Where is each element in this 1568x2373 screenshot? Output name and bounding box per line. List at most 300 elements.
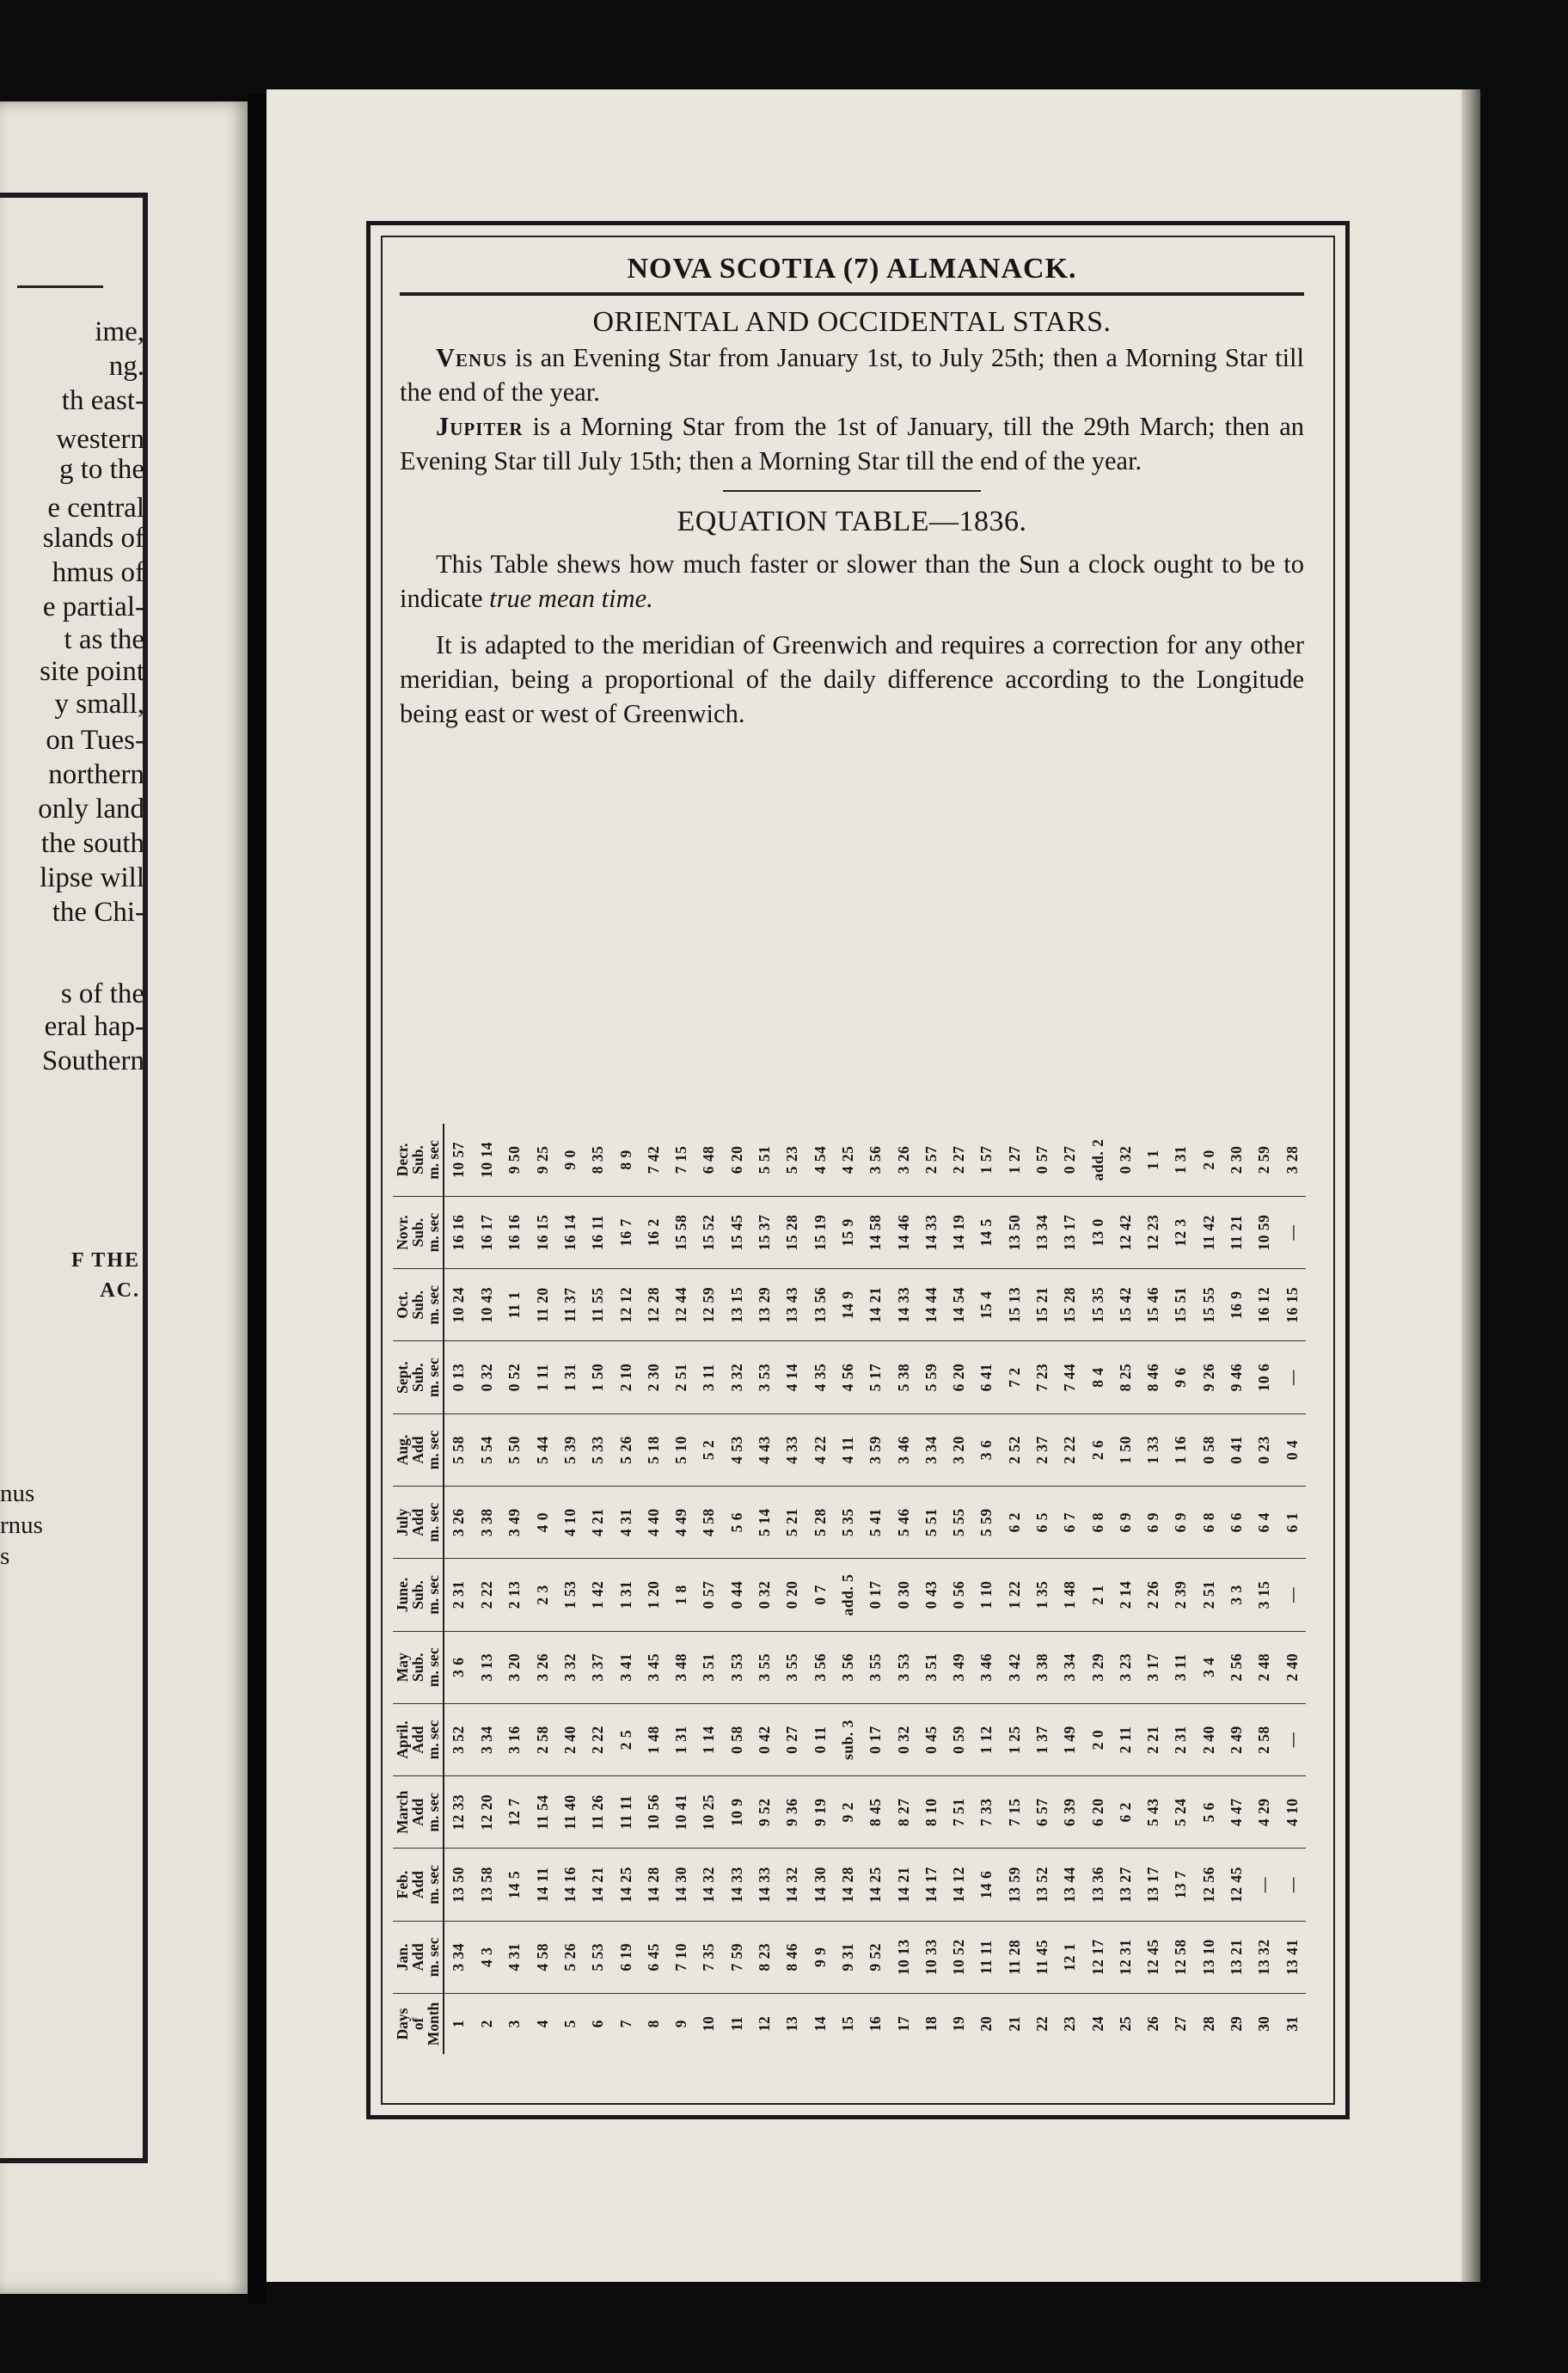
table-day-cell: 7: [611, 1994, 639, 2055]
table-value-cell: 13 56: [805, 1269, 833, 1341]
table-value-cell: 3 55: [861, 1631, 889, 1703]
table-value-cell: 3 23: [1112, 1631, 1139, 1703]
table-value-cell: 0 17: [861, 1703, 889, 1775]
table-value-cell: sub. 3: [834, 1703, 861, 1775]
table-value-cell: 6 20: [1083, 1776, 1111, 1849]
table-value-cell: 16 7: [611, 1196, 639, 1268]
table-value-cell: 3 26: [529, 1631, 556, 1703]
table-value-cell: 13 10: [1195, 1921, 1222, 1993]
table-value-cell: 4 11: [834, 1413, 861, 1486]
page-content: [400, 248, 1304, 731]
table-value-cell: 6 41: [972, 1341, 1000, 1413]
table-value-cell: 9 9: [805, 1921, 833, 1993]
table-value-cell: 1 20: [640, 1559, 667, 1631]
header-unit: m. sec: [425, 1358, 442, 1397]
table-day-cell: 16: [861, 1994, 889, 2055]
header-month-name: Jan.: [394, 1943, 411, 1971]
table-value-cell: 13 43: [778, 1269, 805, 1341]
header-month-op: Add: [409, 1436, 426, 1464]
header-month: [393, 1559, 444, 1631]
table-value-cell: 6 48: [700, 1145, 718, 1174]
header-month: [393, 1124, 444, 1196]
table-value-cell: 4 31: [611, 1487, 639, 1559]
table-value-cell: 1 50: [584, 1341, 611, 1413]
stars-title: ORIENTAL AND OCCIDENTAL STARS.: [592, 306, 1112, 338]
table-value-cell: 5 18: [640, 1413, 667, 1486]
table-value-cell: 9 25: [533, 1145, 551, 1174]
table-value-cell: 13 17: [1139, 1849, 1167, 1921]
table-value-cell: 3 29: [1083, 1631, 1111, 1703]
table-value-cell: 11 45: [1028, 1921, 1056, 1993]
header-month-name: Oct.: [394, 1291, 411, 1319]
table-value-cell: 3 53: [750, 1341, 778, 1413]
header-month-op: Sub.: [409, 1653, 426, 1683]
left-page-frame: [0, 193, 148, 2163]
left-page-fragment: western: [56, 424, 144, 455]
table-value-cell: 0 42: [750, 1703, 778, 1775]
table-value-cell: 6 1: [1278, 1487, 1306, 1559]
table-value-cell: 0 27: [1061, 1145, 1079, 1174]
table-value-cell: 2 22: [1056, 1413, 1083, 1486]
equation-table-header: [393, 1124, 444, 2054]
equation-intro-1-text: This Table shews how much faster or slower than the Sun a clock ought to be to indicate: [400, 549, 1304, 613]
table-value-cell: 3 46: [972, 1631, 1000, 1703]
table-day-cell: 12: [750, 1994, 778, 2055]
left-page-fragment: ng.: [108, 351, 144, 382]
table-value-cell: 1 31: [556, 1341, 584, 1413]
table-value-cell: 5 59: [917, 1341, 945, 1413]
table-value-cell: 5 10: [667, 1413, 695, 1486]
table-value-cell: 2 6: [1083, 1413, 1111, 1486]
header-month-op: Add: [409, 1508, 426, 1536]
equation-intro-1: [400, 547, 1304, 616]
table-value-cell: 6 20: [945, 1341, 972, 1413]
left-page-fragment: northern: [48, 759, 144, 790]
table-value-cell: 14 25: [611, 1849, 639, 1921]
table-value-cell: 3 34: [917, 1413, 945, 1486]
table-value-cell: 3 59: [861, 1413, 889, 1486]
table-value-cell: 13 50: [1001, 1196, 1028, 1268]
left-page-fragment: g to the: [59, 454, 144, 485]
table-day-cell: 29: [1222, 1994, 1250, 2055]
table-value-cell: 5 59: [972, 1487, 1000, 1559]
table-value-cell: 4 43: [750, 1413, 778, 1486]
table-value-cell: 9 36: [778, 1776, 805, 1849]
table-row: [1083, 1124, 1111, 2054]
table-value-cell: 9 46: [1222, 1341, 1250, 1413]
header-month-op: Add: [409, 1798, 426, 1826]
table-value-cell: 3 13: [473, 1631, 500, 1703]
table-value-cell: 14 17: [917, 1849, 945, 1921]
left-page-lower-fragment: nus: [0, 1480, 35, 1507]
table-value-cell: 6 6: [1222, 1487, 1250, 1559]
table-value-cell: 15 58: [667, 1196, 695, 1268]
table-value-cell: 3 26: [894, 1145, 912, 1174]
table-value-cell: 5 17: [861, 1341, 889, 1413]
table-value-cell: 3 6: [444, 1631, 473, 1703]
running-head: NOVA SCOTIA (7) ALMANACK.: [627, 253, 1077, 285]
table-value-cell: 3 17: [1139, 1631, 1167, 1703]
left-page-fragment: th east-: [61, 385, 144, 416]
table-value-cell: 14 33: [723, 1849, 750, 1921]
table-value-cell: 13 27: [1112, 1849, 1139, 1921]
header-month-name: Novr.: [394, 1215, 411, 1250]
table-value-cell: 9 52: [750, 1776, 778, 1849]
table-value-cell: 1 37: [1028, 1703, 1056, 1775]
header-month: [393, 1341, 444, 1413]
table-value-cell: 14 12: [945, 1849, 972, 1921]
table-value-cell: 13 29: [750, 1269, 778, 1341]
table-day-cell: 14: [805, 1994, 833, 2055]
table-value-cell: 8 45: [861, 1776, 889, 1849]
table-value-cell: 3 34: [473, 1703, 500, 1775]
table-value-cell: 11 26: [584, 1776, 611, 1849]
table-value-cell: 2 39: [1167, 1559, 1194, 1631]
table-value-cell: 8 9: [616, 1150, 634, 1170]
table-day-cell: 17: [889, 1994, 916, 2055]
table-value-cell: 16 12: [1250, 1269, 1277, 1341]
equation-table-body: [444, 1124, 1306, 2054]
table-value-cell: 10 6: [1250, 1341, 1277, 1413]
table-value-cell: 3 42: [1001, 1631, 1028, 1703]
table-day-cell: 26: [1139, 1994, 1167, 2055]
table-value-cell: 5 41: [861, 1487, 889, 1559]
table-value-cell: 2 40: [1195, 1703, 1222, 1775]
table-value-cell: 12 17: [1083, 1921, 1111, 1993]
table-value-cell: 4 29: [1250, 1776, 1277, 1849]
equation-intro-2: It is adapted to the meridian of Greenwich and requires a correction for any other meridian, being a proportional of the daily difference according to the Longitude being east or west of Greenwich.: [400, 630, 1304, 728]
table-value-cell: 2 31: [444, 1559, 473, 1631]
table-value-cell: 12 12: [611, 1269, 639, 1341]
table-row: [1112, 1124, 1139, 2054]
table-value-cell: 4 0: [529, 1487, 556, 1559]
table-value-cell: 2 3: [529, 1559, 556, 1631]
table-value-cell: 14 11: [529, 1849, 556, 1921]
table-value-cell: 5 2: [695, 1413, 722, 1486]
table-value-cell: 2 51: [1195, 1559, 1222, 1631]
table-value-cell: 15 4: [972, 1269, 1000, 1341]
table-value-cell: 1 35: [1028, 1559, 1056, 1631]
header-month-op: Sub.: [409, 1217, 426, 1248]
table-value-cell: 12 44: [667, 1269, 695, 1341]
table-value-cell: 2 48: [1250, 1631, 1277, 1703]
table-value-cell: 3 34: [1056, 1631, 1083, 1703]
table-value-cell: 15 55: [1195, 1269, 1222, 1341]
header-month-name: Sept.: [394, 1361, 411, 1394]
table-value-cell: 13 41: [1278, 1921, 1306, 1993]
table-value-cell: 14 46: [889, 1196, 916, 1268]
table-value-cell: 9 52: [861, 1921, 889, 1993]
table-value-cell: 1 53: [556, 1559, 584, 1631]
table-day-cell: 25: [1112, 1994, 1139, 2055]
table-value-cell: 16 9: [1222, 1269, 1250, 1341]
table-value-cell: 6 8: [1083, 1487, 1111, 1559]
table-value-cell: 7 33: [972, 1776, 1000, 1849]
table-value-cell: 16 17: [473, 1196, 500, 1268]
table-day-cell: 27: [1167, 1994, 1194, 2055]
header-unit: m. sec: [425, 1792, 442, 1832]
table-day-cell: 15: [834, 1994, 861, 2055]
table-row: [444, 1124, 473, 2054]
table-value-cell: 3 37: [584, 1631, 611, 1703]
table-value-cell: 6 45: [640, 1921, 667, 1993]
table-value-cell: —: [1278, 1196, 1306, 1268]
table-value-cell: 7 44: [1056, 1341, 1083, 1413]
table-value-cell: 3 56: [867, 1145, 885, 1174]
table-value-cell: 6 2: [1112, 1776, 1139, 1849]
page-frame: [366, 221, 1350, 2119]
table-value-cell: —: [1278, 1559, 1306, 1631]
table-row: [1195, 1124, 1222, 2054]
table-value-cell: 14 58: [861, 1196, 889, 1268]
table-value-cell: 14 32: [778, 1849, 805, 1921]
table-day-cell: 8: [640, 1994, 667, 2055]
jupiter-text: is a Morning Star from the 1st of January, till the 29th March; then an Evening Star till July 15th; then a Morning Star till the end of the year.: [400, 412, 1304, 475]
header-unit: m. sec: [425, 1865, 442, 1904]
table-row: [1001, 1124, 1028, 2054]
table-value-cell: 9 0: [560, 1150, 579, 1170]
table-value-cell: 4 58: [695, 1487, 722, 1559]
header-month-op: Sub.: [409, 1291, 426, 1320]
header-unit: m. sec: [425, 1575, 442, 1615]
header-month-name: Feb.: [394, 1870, 411, 1899]
left-page-fragment: t as the: [64, 624, 144, 655]
table-value-cell: 14 28: [640, 1849, 667, 1921]
table-value-cell: 1 12: [972, 1703, 1000, 1775]
table-value-cell: 4 21: [584, 1487, 611, 1559]
header-month: [393, 1849, 444, 1921]
table-value-cell: 1 48: [640, 1703, 667, 1775]
table-value-cell: 1 11: [529, 1341, 556, 1413]
table-value-cell: 4 31: [500, 1921, 528, 1993]
table-value-cell: 3 15: [1250, 1559, 1277, 1631]
table-value-cell: 4 54: [811, 1145, 829, 1174]
table-value-cell: 3 55: [750, 1631, 778, 1703]
header-unit: m. sec: [425, 1430, 442, 1470]
table-value-cell: 2 0: [1083, 1703, 1111, 1775]
table-value-cell: 15 51: [1167, 1269, 1194, 1341]
table-value-cell: 2 10: [611, 1341, 639, 1413]
table-value-cell: 3 38: [473, 1487, 500, 1559]
table-value-cell: 14 33: [750, 1849, 778, 1921]
table-row: [584, 1124, 611, 2054]
left-page-fragment: ime,: [95, 316, 144, 347]
table-value-cell: 3 56: [834, 1631, 861, 1703]
header-rule: [400, 292, 1304, 296]
table-value-cell: 6 8: [1195, 1487, 1222, 1559]
table-value-cell: 3 38: [1028, 1631, 1056, 1703]
table-value-cell: 7 42: [644, 1145, 662, 1174]
table-value-cell: 3 34: [444, 1921, 473, 1993]
table-row: [972, 1124, 1000, 2054]
table-value-cell: 13 52: [1028, 1849, 1056, 1921]
table-row: [805, 1124, 833, 2054]
table-value-cell: 4 56: [834, 1341, 861, 1413]
table-value-cell: 2 0: [1199, 1150, 1217, 1170]
table-value-cell: 3 49: [945, 1631, 972, 1703]
table-value-cell: 11 40: [556, 1776, 584, 1849]
table-value-cell: 3 53: [723, 1631, 750, 1703]
table-value-cell: 12 58: [1167, 1921, 1194, 1993]
table-value-cell: 0 45: [917, 1703, 945, 1775]
table-value-cell: 15 28: [778, 1196, 805, 1268]
table-value-cell: 14 54: [945, 1269, 972, 1341]
table-value-cell: 3 6: [972, 1413, 1000, 1486]
header-month-op: Sub.: [409, 1363, 426, 1392]
table-value-cell: 5 39: [556, 1413, 584, 1486]
table-value-cell: 12 1: [1056, 1921, 1083, 1993]
table-value-cell: 3 51: [695, 1631, 722, 1703]
table-value-cell: 16 14: [556, 1196, 584, 1268]
left-page-fragment: lipse will: [40, 862, 144, 893]
table-value-cell: 0 59: [945, 1703, 972, 1775]
left-page-fragment: the Chi-: [52, 897, 144, 928]
table-value-cell: 15 9: [834, 1196, 861, 1268]
table-value-cell: 14 5: [500, 1849, 528, 1921]
table-value-cell: 2 14: [1112, 1559, 1139, 1631]
left-page-fragment: hmus of: [52, 557, 144, 588]
table-value-cell: 16 11: [584, 1196, 611, 1268]
header-month: [393, 1921, 444, 1993]
left-page-fragment: y small,: [54, 689, 144, 720]
table-row: [473, 1124, 500, 2054]
table-value-cell: 13 59: [1001, 1849, 1028, 1921]
table-value-cell: 2 1: [1083, 1559, 1111, 1631]
table-value-cell: 13 21: [1222, 1921, 1250, 1993]
table-value-cell: 13 32: [1250, 1921, 1277, 1993]
table-value-cell: 14 32: [695, 1849, 722, 1921]
left-page-fragment: Southern: [41, 1045, 144, 1076]
table-value-cell: 11 21: [1222, 1196, 1250, 1268]
table-row: [1167, 1124, 1194, 2054]
header-days-line: Days: [394, 2008, 411, 2040]
table-value-cell: 14 44: [917, 1269, 945, 1341]
table-value-cell: 1 48: [1056, 1559, 1083, 1631]
table-value-cell: 15 45: [723, 1196, 750, 1268]
table-value-cell: 3 41: [611, 1631, 639, 1703]
table-value-cell: 5 23: [783, 1145, 801, 1174]
table-value-cell: 5 26: [556, 1921, 584, 1993]
table-value-cell: 11 1: [500, 1269, 528, 1341]
table-value-cell: 2 49: [1222, 1703, 1250, 1775]
table-value-cell: 3 4: [1195, 1631, 1222, 1703]
table-value-cell: 5 55: [945, 1487, 972, 1559]
table-value-cell: 0 58: [723, 1703, 750, 1775]
table-value-cell: 2 22: [473, 1559, 500, 1631]
left-page-fragment: on Tues-: [46, 725, 144, 756]
table-value-cell: 4 3: [473, 1921, 500, 1993]
table-value-cell: 6 9: [1112, 1487, 1139, 1559]
table-value-cell: 15 35: [1083, 1269, 1111, 1341]
table-value-cell: 5 46: [889, 1487, 916, 1559]
table-value-cell: 1 22: [1001, 1559, 1028, 1631]
table-value-cell: 0 23: [1250, 1413, 1277, 1486]
table-value-cell: 1 50: [1112, 1413, 1139, 1486]
table-value-cell: 9 50: [505, 1145, 524, 1174]
table-value-cell: 3 32: [556, 1631, 584, 1703]
table-row: [750, 1124, 778, 2054]
table-value-cell: 14 19: [945, 1196, 972, 1268]
venus-name: Venus: [436, 343, 508, 372]
table-value-cell: 4 35: [805, 1341, 833, 1413]
table-value-cell: 9 19: [805, 1776, 833, 1849]
left-page-rule: [17, 285, 103, 288]
table-value-cell: 2 59: [1255, 1145, 1273, 1174]
equation-table: [393, 1124, 1306, 2054]
table-value-cell: 10 56: [640, 1776, 667, 1849]
table-value-cell: 14 21: [889, 1849, 916, 1921]
table-value-cell: 11 42: [1195, 1196, 1222, 1268]
header-days-of-month: [393, 1994, 444, 2055]
table-value-cell: 1 31: [611, 1559, 639, 1631]
table-value-cell: 14 33: [889, 1269, 916, 1341]
table-value-cell: 6 57: [1028, 1776, 1056, 1849]
table-value-cell: 3 48: [667, 1631, 695, 1703]
table-day-cell: 21: [1001, 1994, 1028, 2055]
table-value-cell: 3 20: [500, 1631, 528, 1703]
table-row: [529, 1124, 556, 2054]
table-value-cell: 0 44: [723, 1559, 750, 1631]
table-row: [861, 1124, 889, 2054]
table-value-cell: 3 26: [444, 1487, 473, 1559]
table-value-cell: 13 17: [1056, 1196, 1083, 1268]
table-value-cell: 13 0: [1083, 1196, 1111, 1268]
table-value-cell: 4 10: [556, 1487, 584, 1559]
table-value-cell: 3 11: [1167, 1631, 1194, 1703]
left-page-fragment: slands of: [42, 523, 144, 554]
table-value-cell: 1 1: [1144, 1150, 1162, 1170]
header-unit: m. sec: [425, 1140, 442, 1180]
header-month: [393, 1269, 444, 1341]
table-value-cell: 5 6: [723, 1487, 750, 1559]
table-value-cell: 2 57: [922, 1145, 940, 1174]
table-day-cell: 11: [723, 1994, 750, 2055]
table-value-cell: 14 21: [584, 1849, 611, 1921]
table-value-cell: 7 15: [672, 1145, 690, 1174]
table-value-cell: 4 14: [778, 1341, 805, 1413]
table-value-cell: 11 37: [556, 1269, 584, 1341]
header-unit: m. sec: [425, 1937, 442, 1978]
table-value-cell: 5 14: [750, 1487, 778, 1559]
table-value-cell: 5 51: [917, 1487, 945, 1559]
table-value-cell: 3 45: [640, 1631, 667, 1703]
table-value-cell: 5 51: [756, 1145, 774, 1174]
table-day-cell: 9: [667, 1994, 695, 2055]
left-page-fragment: the south: [40, 828, 144, 859]
table-row: [695, 1124, 722, 2054]
left-page: [0, 101, 248, 2294]
left-page-fragment: e central: [47, 493, 144, 524]
table-value-cell: 5 6: [1195, 1776, 1222, 1849]
table-value-cell: 3 56: [805, 1631, 833, 1703]
venus-text: is an Evening Star from January 1st, to July 25th; then a Morning Star till the end of the year.: [400, 343, 1304, 407]
table-value-cell: 10 57: [450, 1142, 468, 1178]
table-value-cell: 4 22: [805, 1413, 833, 1486]
header-month-name: May: [394, 1653, 411, 1683]
table-value-cell: 9 31: [834, 1921, 861, 1993]
table-value-cell: 9 26: [1195, 1341, 1222, 1413]
table-value-cell: 7 23: [1028, 1341, 1056, 1413]
table-value-cell: 5 58: [444, 1413, 473, 1486]
table-value-cell: 12 45: [1222, 1849, 1250, 1921]
table-value-cell: 16 15: [529, 1196, 556, 1268]
table-value-cell: 1 31: [667, 1703, 695, 1775]
header-month-name: Aug.: [394, 1434, 411, 1466]
equation-table-rotated: [393, 1124, 1306, 2054]
table-value-cell: 14 21: [861, 1269, 889, 1341]
table-value-cell: 12 33: [444, 1776, 473, 1849]
table-value-cell: 1 14: [695, 1703, 722, 1775]
